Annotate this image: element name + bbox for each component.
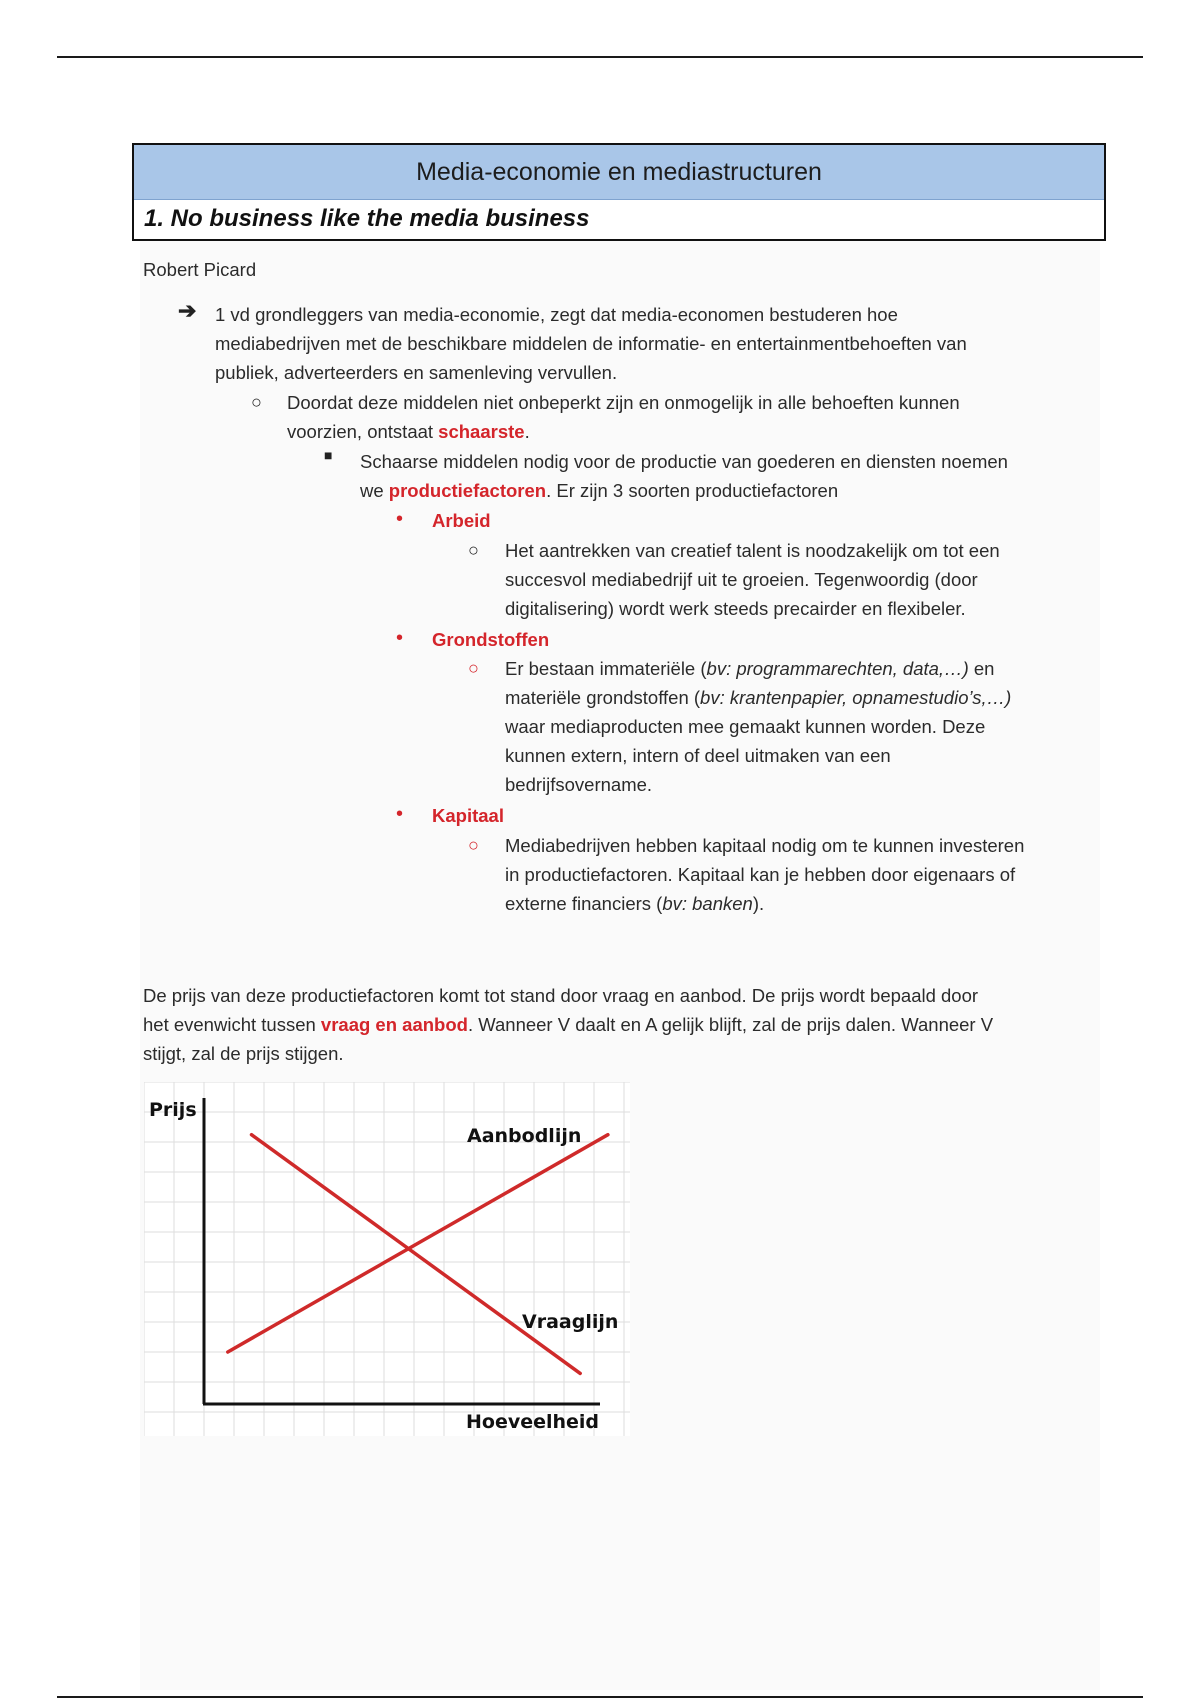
square-line-1: Schaarse middelen nodig voor de productie van goederen en diensten noemen [360, 451, 1008, 472]
arrow-line-2: mediabedrijven met de beschikbare middelen de informatie- en entertainmentbehoeften van [215, 333, 967, 354]
circle-bullet-icon: ○ [468, 540, 479, 560]
grondstoffen-line-3: waar mediaproducten mee gemaakt kunnen worden. Deze [505, 716, 986, 737]
dot-bullet-icon: • [396, 803, 404, 825]
arrow-bullet-icon: ➔ [178, 298, 197, 323]
header-rule [57, 56, 1143, 58]
grondstoffen-line-5: bedrijfsovername. [505, 774, 653, 795]
dot-bullet-icon: • [396, 627, 404, 649]
title-box [132, 143, 1106, 241]
paragraph-line-1: De prijs van deze productiefactoren komt tot stand door vraag en aanbod. De prijs wordt bepaald door [143, 985, 979, 1006]
course-title: Media-economie en mediastructuren [134, 145, 1104, 200]
chart-canvas [144, 1082, 630, 1436]
section-title: 1. No business like the media business [144, 205, 590, 232]
circle-bullet-icon: ○ [251, 392, 262, 412]
circle-bullet-icon: ○ [468, 835, 479, 855]
kapitaal-line-1: Mediabedrijven hebben kapitaal nodig om te kunnen investeren [505, 835, 1025, 856]
kapitaal-line-2: in productiefactoren. Kapitaal kan je hebben door eigenaars of [505, 864, 1016, 885]
arbeid-line-1: Het aantrekken van creatief talent is noodzakelijk om tot een [505, 540, 1000, 561]
series-label-vraaglijn: Vraaglijn [522, 1311, 619, 1333]
circle-line-1: Doordat deze middelen niet onbeperkt zijn en onmogelijk in alle behoeften kunnen [287, 392, 960, 413]
circle-bullet-icon: ○ [468, 658, 479, 678]
arrow-line-1: 1 vd grondleggers van media-economie, zegt dat media-economen bestuderen hoe [215, 304, 898, 325]
dot-bullet-icon: • [396, 508, 404, 530]
grondstoffen-line-1: Er bestaan immateriële (bv: programmarechten, data,…) en [505, 658, 995, 679]
grondstoffen-line-4: kunnen extern, intern of deel uitmaken van een [505, 745, 891, 766]
paragraph-line-3: stijgt, zal de prijs stijgen. [143, 1043, 344, 1064]
author-name: Robert Picard [143, 259, 257, 280]
factor-kapitaal: Kapitaal [432, 805, 504, 826]
y-axis-label: Prijs [149, 1099, 197, 1121]
x-axis-label: Hoeveelheid [466, 1411, 600, 1433]
arbeid-line-3: digitalisering) wordt werk steeds precairder en flexibeler. [505, 598, 966, 619]
supply-demand-chart [144, 1082, 630, 1436]
factor-arbeid: Arbeid [432, 510, 491, 531]
series-label-aanbodlijn: Aanbodlijn [467, 1125, 582, 1147]
square-line-2: we productiefactoren. Er zijn 3 soorten productiefactoren [360, 480, 839, 501]
grondstoffen-line-2: materiële grondstoffen (bv: krantenpapier, opnamestudio’s,…) [505, 687, 1012, 708]
footer-rule [57, 1696, 1143, 1698]
arbeid-line-2: succesvol mediabedrijf uit te groeien. Tegenwoordig (door [505, 569, 978, 590]
factor-grondstoffen: Grondstoffen [432, 629, 550, 650]
square-bullet-icon: ■ [324, 447, 333, 463]
kapitaal-line-3: externe financiers (bv: banken). [505, 893, 765, 914]
circle-line-2: voorzien, ontstaat schaarste. [287, 421, 530, 442]
arrow-line-3: publiek, adverteerders en samenleving vervullen. [215, 362, 618, 383]
paragraph-line-2: het evenwicht tussen vraag en aanbod. Wanneer V daalt en A gelijk blijft, zal de prijs dalen. Wanneer V [143, 1014, 994, 1035]
